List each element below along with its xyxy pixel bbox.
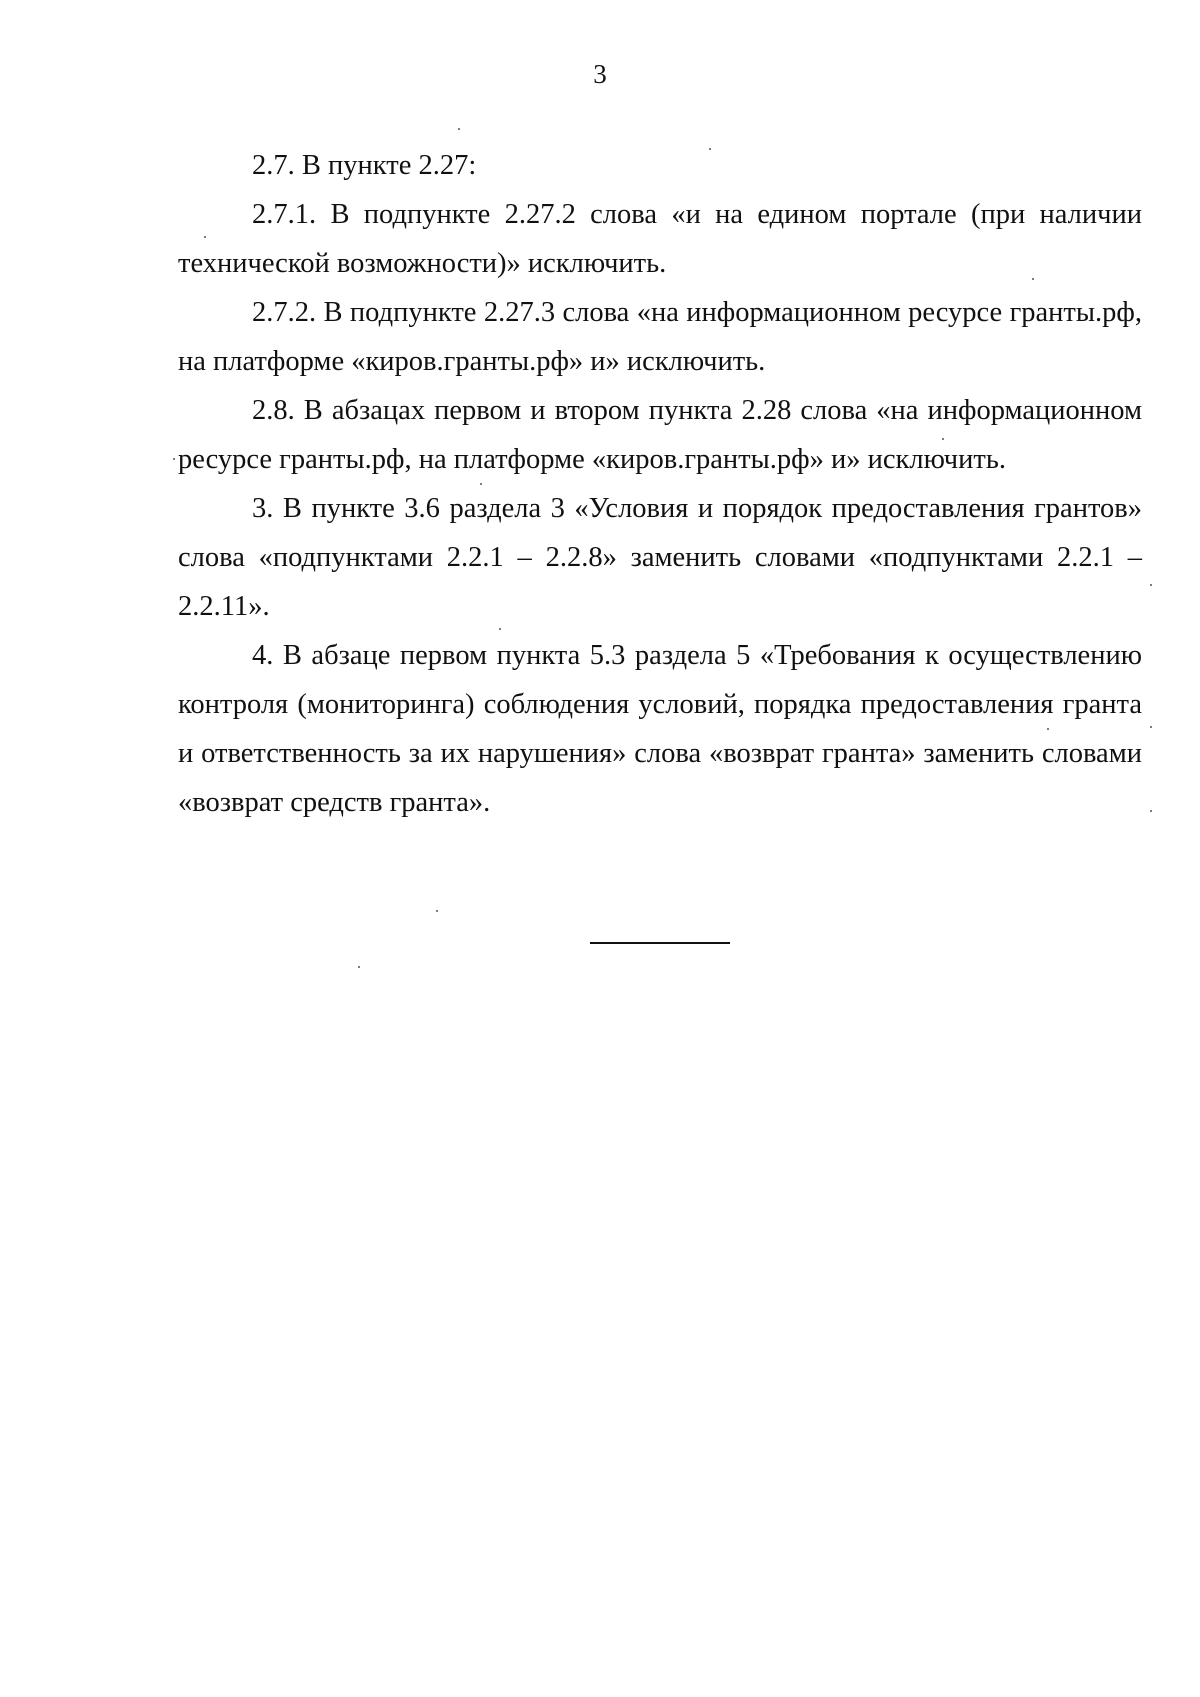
scan-speck — [942, 438, 944, 440]
paragraph-2-7-1: 2.7.1. В подпункте 2.27.2 слова «и на едином портале (при наличии технической возможности)» исключить. — [178, 199, 1142, 279]
paragraph-2-8: 2.8. В абзацах первом и втором пункта 2.28 слова «на информационном ресурсе гранты.рф, на платформе «киров.гранты.рф» и» исключить. — [178, 395, 1142, 475]
scan-speck — [358, 966, 360, 968]
scan-speck — [1032, 278, 1034, 280]
closing-divider-line — [590, 942, 730, 944]
document-body — [178, 141, 1142, 827]
paragraph-2-7-2: 2.7.2. В подпункте 2.27.3 слова «на информационном ресурсе гранты.рф, на платформе «киров.гранты.рф» и» исключить. — [178, 297, 1142, 377]
scan-speck — [499, 628, 501, 630]
scan-speck — [480, 483, 482, 485]
paragraph-4: 4. В абзаце первом пункта 5.3 раздела 5 «Требования к осуществлению контроля (мониторинга) соблюдения условий, порядка предоставления гранта и ответственность за их нарушения» слова «возврат гранта» заменить словами «возврат средств гранта». — [178, 640, 1142, 818]
scan-speck — [709, 148, 711, 150]
scan-speck — [204, 236, 206, 238]
scan-speck — [458, 128, 460, 130]
scan-speck — [1150, 726, 1152, 728]
paragraph-2-7: 2.7. В пункте 2.27: — [252, 150, 477, 181]
scan-speck — [1047, 728, 1049, 730]
scan-speck — [436, 910, 438, 912]
scan-speck — [173, 458, 175, 460]
scan-speck — [1150, 810, 1152, 812]
page-number: 3 — [593, 59, 607, 89]
scan-speck — [1150, 584, 1152, 586]
paragraph-3: 3. В пункте 3.6 раздела 3 «Условия и порядок предоставления грантов» слова «подпунктами 2.2.1 – 2.2.8» заменить словами «подпунктами 2.2.1 – 2.2.11». — [178, 493, 1142, 622]
